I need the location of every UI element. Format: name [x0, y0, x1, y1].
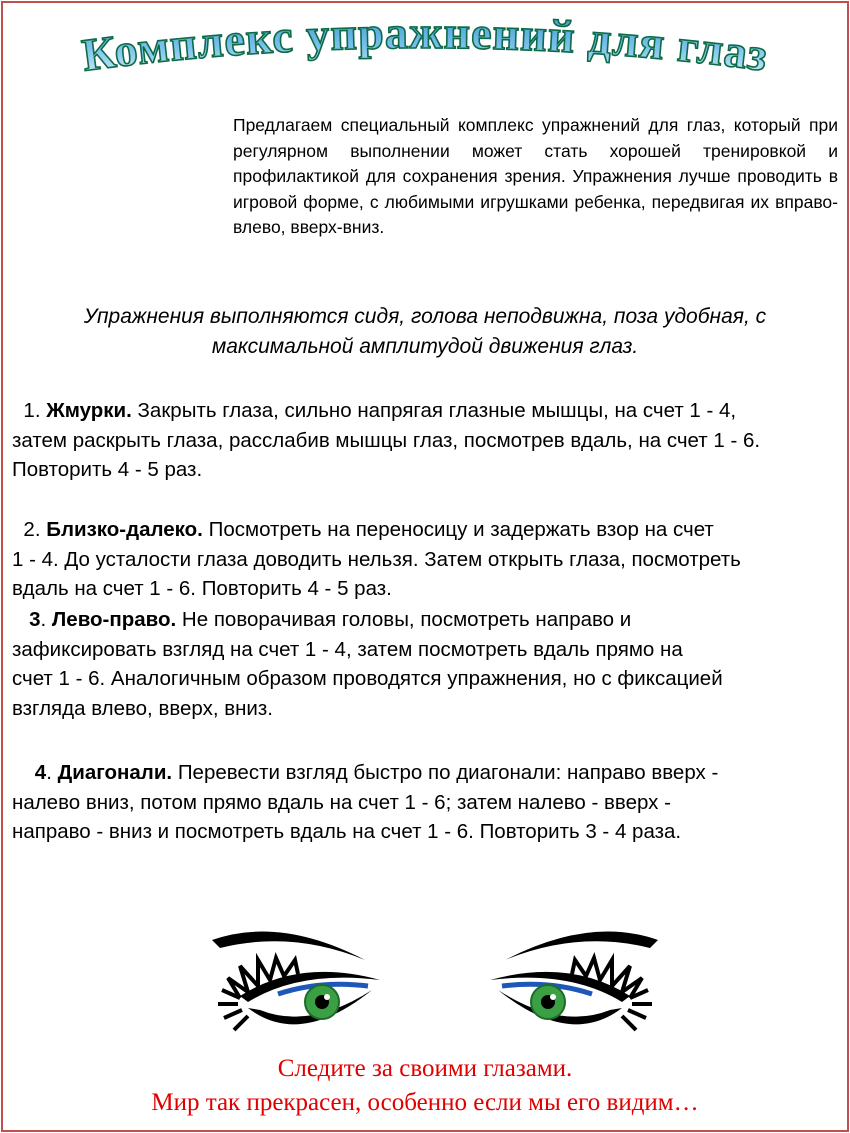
- exercise-line: Повторить 4 - 5 раз.: [12, 458, 203, 481]
- exercise-line: вдаль на счет 1 - 6. Повторить 4 - 5 раз.: [12, 577, 392, 600]
- title-text: Комплекс упражнений для глаз: [79, 6, 771, 81]
- footer-line-1: Следите за своими глазами.: [277, 1055, 573, 1082]
- exercise-line: 1. Жмурки. Закрыть глаза, сильно напрягая глазные мышцы, на счет 1 - 4,: [23, 399, 737, 422]
- exercise-name: Лево-право.: [51, 608, 177, 631]
- exercise-line: налево вниз, потом прямо вдаль на счет 1 - 6; затем налево - вверх -: [12, 790, 671, 814]
- footer-line-2: Мир так прекрасен, особенно если мы его видим…: [151, 1089, 699, 1116]
- note-line-1: Упражнения выполняются сидя, голова неподвижна, поза удобная, с: [83, 305, 767, 328]
- exercise-1: [12, 396, 842, 485]
- exercise-line: счет 1 - 6. Аналогичным образом проводятся упражнения, но с фиксацией: [12, 667, 723, 690]
- exercise-line: 4. Диагонали. Перевести взгляд быстро по диагонали: направо вверх -: [34, 761, 719, 784]
- exercise-name: Жмурки.: [46, 399, 132, 422]
- intro-paragraph: [233, 113, 838, 241]
- exercise-4: [12, 758, 842, 847]
- exercise-text: Посмотреть на переносицу и задержать взор на счет: [202, 518, 714, 541]
- exercise-text: Не поворачивая головы, посмотреть направо и: [176, 608, 632, 631]
- exercise-2: [12, 515, 842, 604]
- exercise-text: Закрыть глаза, сильно напрягая глазные мышцы, на счет 1 - 4,: [131, 399, 737, 422]
- exercise-line: 3. Лево-право. Не поворачивая головы, посмотреть направо и: [29, 608, 632, 631]
- exercise-number: 3: [29, 608, 41, 631]
- exercise-line: 1 - 4. До усталости глаза доводить нельзя. Затем открыть глаза, посмотреть: [12, 547, 741, 571]
- page-title: [0, 2, 850, 92]
- footer-quote: [0, 1052, 850, 1120]
- svg-text:Комплекс упражнений для глаз: [79, 7, 771, 81]
- exercise-line: затем раскрыть глаза, расслабив мышцы глаз, посмотрев вдаль, на счет 1 - 6.: [12, 428, 761, 452]
- exercise-line: 2. Близко-далеко. Посмотреть на переносицу и задержать взор на счет: [23, 518, 714, 541]
- eyes-illustration: [200, 918, 670, 1043]
- exercise-name: Диагонали.: [57, 761, 173, 784]
- exercise-number: 1: [23, 399, 35, 422]
- note-line-2: максимальной амплитудой движения глаз.: [211, 335, 639, 358]
- intro-text: Предлагаем специальный комплекс упражнений для глаз, который при регулярном выполнении может стать хорошей тренировкой и профилактикой для сохранения зрения. Упражнения лучше проводить в игровой форме, с любимыми игрушками ребенка, передвигая их вправо-влево, вверх-вниз.: [233, 115, 838, 237]
- exercise-line: взгляда влево, вверх, вниз.: [12, 696, 273, 720]
- exercise-number: 2: [23, 518, 35, 541]
- right-eye-icon: [490, 932, 658, 1030]
- exercise-3: [12, 605, 842, 723]
- left-eye-icon: [212, 932, 380, 1030]
- exercise-name: Близко-далеко.: [46, 518, 203, 541]
- exercise-number: 4: [34, 761, 47, 784]
- exercise-line: направо - вниз и посмотреть вдаль на счет 1 - 6. Повторить 3 - 4 раза.: [12, 820, 682, 843]
- instruction-note: [20, 302, 830, 362]
- exercise-line: зафиксировать взгляд на счет 1 - 4, затем посмотреть вдаль прямо на: [12, 637, 683, 661]
- exercise-text: Перевести взгляд быстро по диагонали: направо вверх -: [172, 761, 719, 784]
